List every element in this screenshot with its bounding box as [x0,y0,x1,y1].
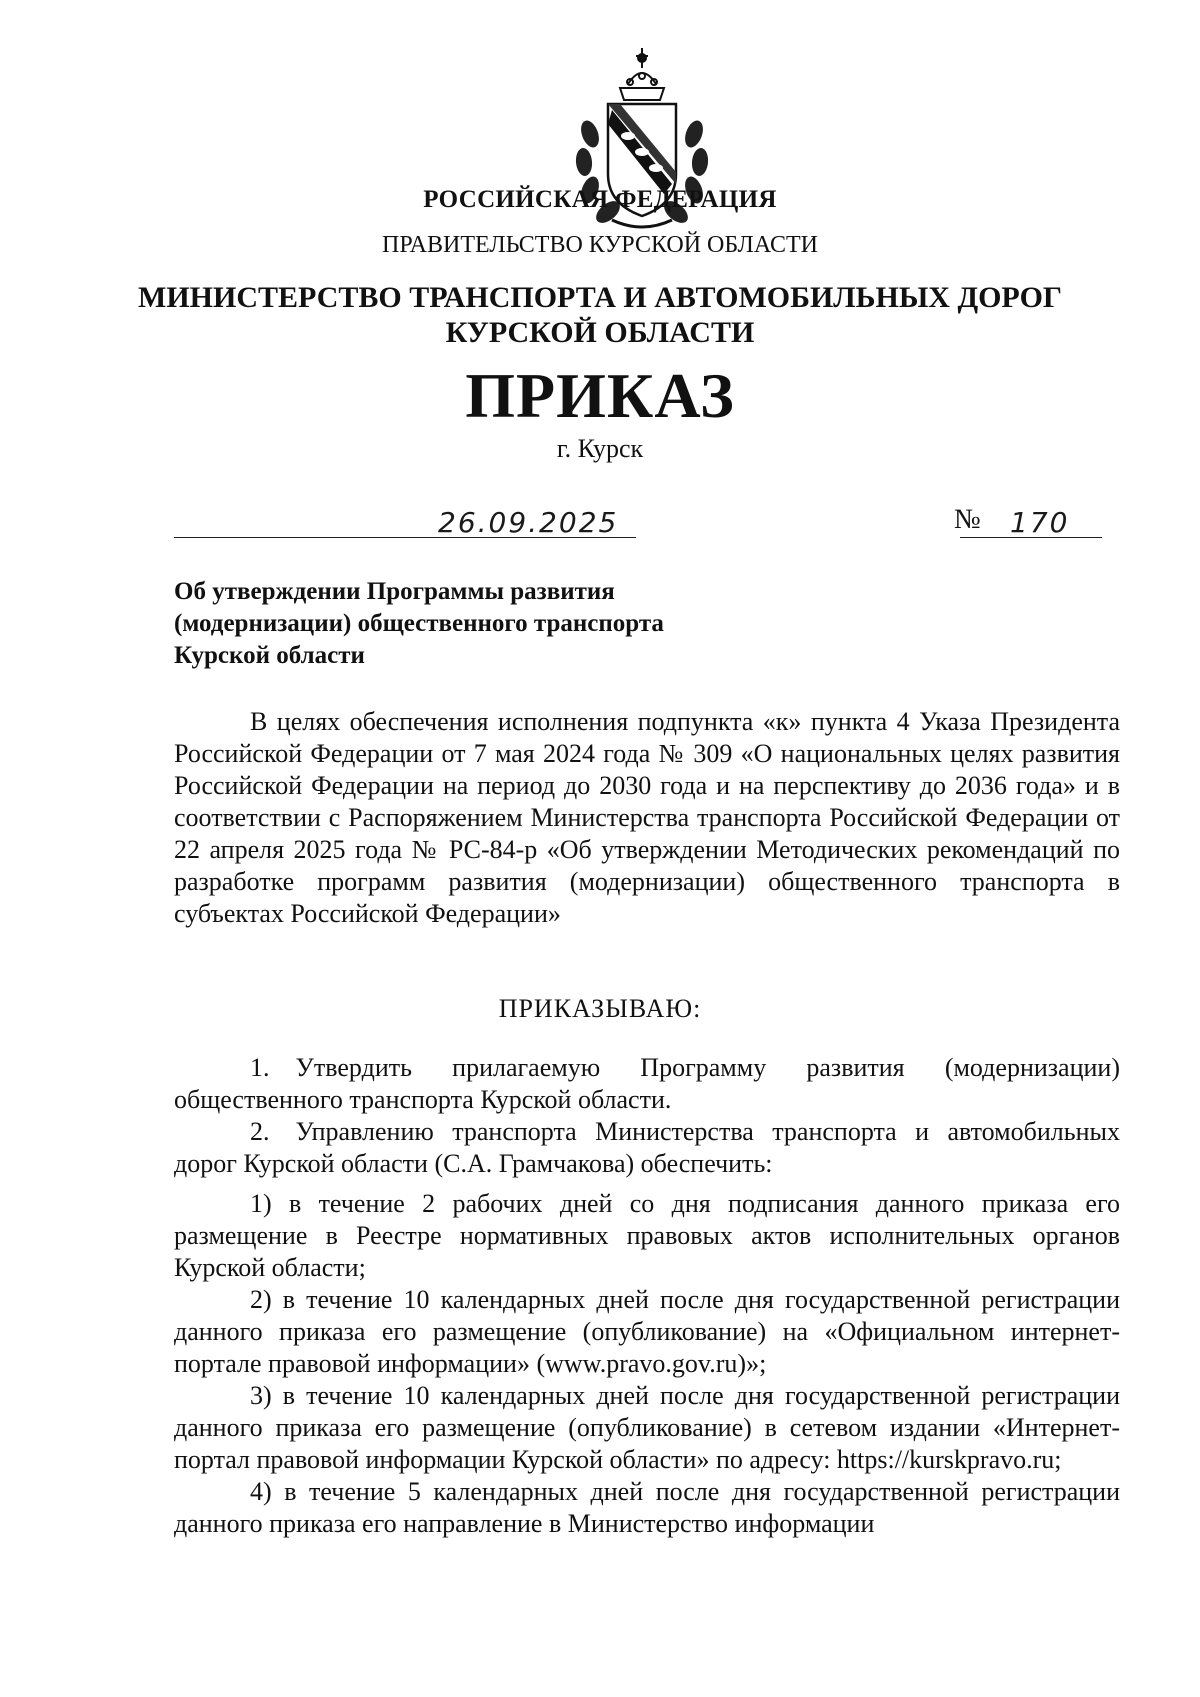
order-items [174,1052,1120,1180]
subject-line-1: Об утверждении Программы развития [174,578,615,605]
order-item: 1. Утвердить прилагаемую Программу развития (модернизации) общественного транспорта Курской области. [174,1053,1120,1114]
date-underline [174,537,636,538]
document-subject [174,576,874,672]
subject-line-2: (модернизации) общественного транспорта [174,610,664,637]
number-label: № [954,504,981,535]
registration-number: 170 [1010,506,1070,539]
government-name: ПРАВИТЕЛЬСТВО КУРСКОЙ ОБЛАСТИ [382,232,818,258]
order-item: 2. Управлению транспорта Министерства транспорта и автомобильных дорог Курской области (С.А. Грамчакова) обеспечить: [174,1117,1120,1178]
order-subitem: 2) в течение 10 календарных дней после дня государственной регистрации данного приказа его размещение (опубликование) на «Официальном интернет-портале правовой информации» (www.pravo.gov.ru)»; [174,1285,1120,1378]
preamble-paragraph: В целях обеспечения исполнения подпункта «к» пункта 4 Указа Президента Российской Федерации от 7 мая 2024 года № 309 «О национальных целях развития Российской Федерации на период до 2030 года и на перспективу до 2036 года» и в соответствии с Распоряжением Министерства транспорта Российской Федерации от 22 апреля 2025 года № РС-84-р «Об утверждении Методических рекомендаций по разработке программ развития (модернизации) общественного транспорта в субъектах Российской Федерации» [174,707,1120,928]
number-underline [960,537,1102,538]
registration-date: 26.09.2025 [438,506,619,539]
document-type-title: ПРИКАЗ [465,360,735,431]
ministry-name-line-2: КУРСКОЙ ОБЛАСТИ [445,316,755,349]
country-name: РОССИЙСКАЯ ФЕДЕРАЦИЯ [423,186,777,213]
order-subitems [174,1188,1120,1540]
city: г. Курск [556,434,644,463]
subject-line-3: Курской области [174,642,365,669]
order-subitem: 4) в течение 5 календарных дней после дня государственной регистрации данного приказа его направление в Министерство информации [174,1477,1120,1538]
order-subitem: 3) в течение 10 календарных дней после дня государственной регистрации данного приказа его размещение (опубликование) в сетевом издании «Интернет-портал правовой информации Курской области» по адресу: https://kurskpravo.ru; [174,1381,1120,1474]
ministry-name [0,280,1200,350]
ministry-name-line-1: МИНИСТЕРСТВО ТРАНСПОРТА И АВТОМОБИЛЬНЫХ ДОРОГ [138,281,1062,314]
order-keyword: ПРИКАЗЫВАЮ: [498,994,702,1023]
order-subitem: 1) в течение 2 рабочих дней со дня подписания данного приказа его размещение в Реестре нормативных правовых актов исполнительных органов Курской области; [174,1189,1120,1282]
